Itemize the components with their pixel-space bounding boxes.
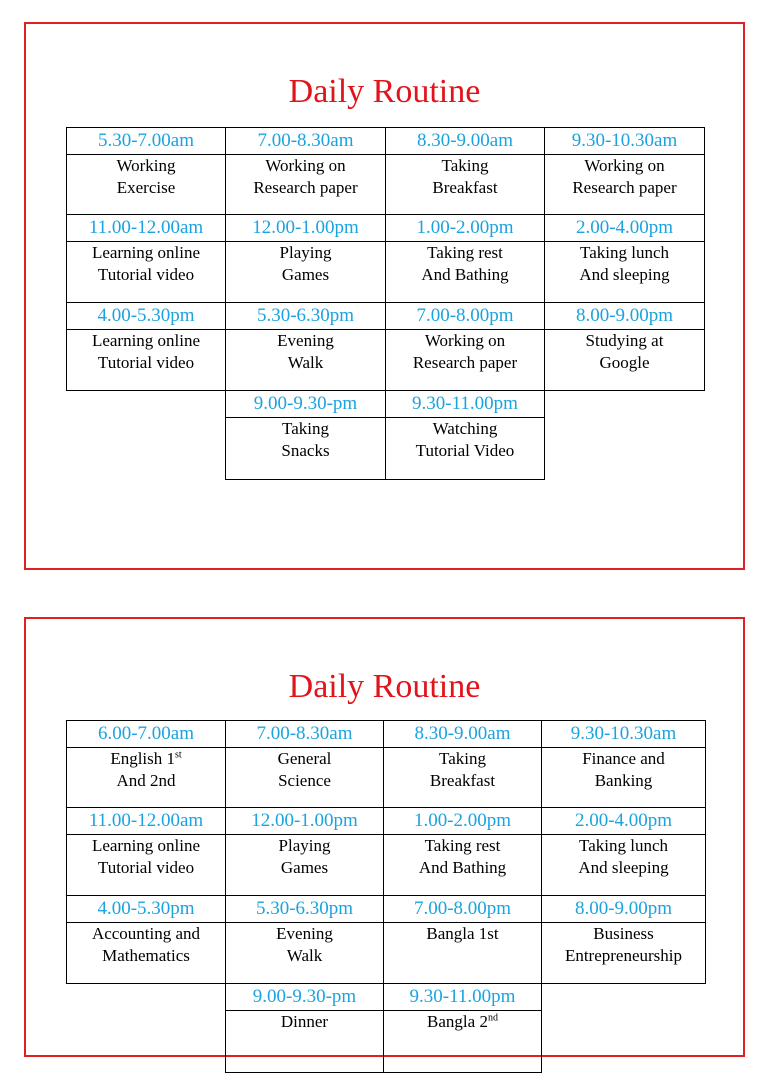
slot-time: 8.00-9.00pm (542, 896, 705, 923)
slot-activity (226, 835, 383, 879)
activity-line-2: And Bathing (418, 858, 507, 877)
routine-slot (225, 983, 384, 1073)
activity-line-1: Working on (584, 156, 665, 175)
activity-line-2: Tutorial Video (415, 441, 515, 460)
slot-time: 12.00-1.00pm (226, 808, 383, 835)
routine-slot (225, 302, 386, 391)
routine-slot (383, 807, 542, 896)
slot-activity (226, 748, 383, 792)
slot-time: 7.00-8.00pm (384, 896, 541, 923)
routine-slot (385, 390, 545, 480)
slot-time: 9.30-11.00pm (384, 984, 541, 1011)
slot-time: 2.00-4.00pm (542, 808, 705, 835)
slot-activity (67, 923, 225, 967)
card-title: Daily Routine (288, 668, 481, 705)
slot-time: 9.00-9.30-pm (226, 391, 385, 418)
activity-line-2: And 2nd (116, 771, 176, 790)
activity-line-1: Taking (439, 749, 486, 768)
routine-slot (385, 214, 545, 303)
routine-slot (66, 127, 226, 215)
activity-line-2: Mathematics (102, 946, 190, 965)
slot-activity (67, 242, 225, 286)
slot-activity (545, 330, 704, 374)
routine-slot (544, 127, 705, 215)
slot-activity (67, 748, 225, 792)
activity-line-2: And sleeping (579, 265, 670, 284)
activity-line-1: Studying at (585, 331, 664, 350)
routine-slot (383, 720, 542, 808)
slot-activity (545, 242, 704, 286)
routine-slot (541, 720, 706, 808)
activity-line-1: Working on (424, 331, 506, 350)
routine-slot (541, 895, 706, 984)
activity-line-1: Playing (279, 243, 332, 262)
activity-line-2: Exercise (116, 178, 176, 197)
slot-time: 9.30-11.00pm (386, 391, 544, 418)
activity-line-2: Research paper (572, 178, 677, 197)
card-title: Daily Routine (288, 73, 481, 110)
slot-activity (384, 748, 541, 792)
slot-time: 8.30-9.00am (386, 128, 544, 155)
slot-activity (542, 835, 705, 879)
activity-line-2: Walk (287, 353, 324, 372)
activity-line-2: Walk (286, 946, 323, 965)
slot-time: 1.00-2.00pm (386, 215, 544, 242)
routine-slot (225, 807, 384, 896)
slot-activity (386, 418, 544, 462)
slot-activity (542, 748, 705, 792)
activity-line-1: Learning online (91, 331, 201, 350)
activity-line-1: Learning online (91, 243, 201, 262)
routine-card-1 (24, 22, 745, 570)
slot-time: 8.00-9.00pm (545, 303, 704, 330)
slot-activity (542, 923, 705, 967)
slot-time: 9.30-10.30am (545, 128, 704, 155)
activity-line-1: Evening (277, 331, 334, 350)
activity-line-1: Business (593, 924, 654, 943)
routine-slot (66, 720, 226, 808)
slot-activity (386, 155, 544, 199)
activity-line-2: Science (278, 771, 331, 790)
slot-time: 12.00-1.00pm (226, 215, 385, 242)
activity-line-1: English 1st (110, 749, 182, 768)
activity-line-2: Entrepreneurship (564, 946, 683, 965)
slot-activity (67, 155, 225, 199)
activity-line-1: Working (116, 156, 176, 175)
slot-time: 9.30-10.30am (542, 721, 705, 748)
routine-slot (225, 390, 386, 480)
routine-slot (544, 302, 705, 391)
activity-line-2: Tutorial video (97, 858, 195, 877)
routine-slot (383, 895, 542, 984)
activity-line-1: Working on (265, 156, 346, 175)
activity-line-2: Research paper (253, 178, 358, 197)
activity-line-2: Google (599, 353, 650, 372)
activity-line-1: Dinner (280, 1012, 329, 1031)
activity-line-1: Taking (282, 419, 329, 438)
activity-line-2: Games (281, 265, 330, 284)
slot-activity (226, 1011, 383, 1033)
slot-time: 1.00-2.00pm (384, 808, 541, 835)
activity-line-2: Research paper (412, 353, 518, 372)
activity-line-1: Taking (441, 156, 489, 175)
activity-line-1: Accounting and (91, 924, 201, 943)
routine-slot (544, 214, 705, 303)
slot-time: 4.00-5.30pm (67, 896, 225, 923)
activity-line-2: And sleeping (578, 858, 669, 877)
slot-activity (67, 835, 225, 879)
routine-slot (66, 302, 226, 391)
routine-slot (66, 895, 226, 984)
activity-line-1: Evening (276, 924, 333, 943)
slot-time: 7.00-8.30am (226, 128, 385, 155)
slot-time: 11.00-12.00am (67, 808, 225, 835)
activity-line-1: Playing (278, 836, 331, 855)
slot-activity (226, 923, 383, 967)
activity-line-2: Tutorial video (97, 353, 195, 372)
routine-slot (225, 895, 384, 984)
routine-slot (225, 720, 384, 808)
slot-activity (384, 923, 541, 945)
slot-time: 4.00-5.30pm (67, 303, 225, 330)
slot-activity (226, 242, 385, 286)
activity-line-2: Tutorial video (97, 265, 195, 284)
slot-time: 5.30-7.00am (67, 128, 225, 155)
slot-activity (386, 330, 544, 374)
slot-activity (67, 330, 225, 374)
activity-line-1: Taking lunch (580, 243, 669, 262)
activity-line-2: Banking (594, 771, 653, 790)
routine-slot (66, 214, 226, 303)
routine-slot (541, 807, 706, 896)
slot-time: 6.00-7.00am (67, 721, 225, 748)
slot-time: 7.00-8.30am (226, 721, 383, 748)
slot-time: 7.00-8.00pm (386, 303, 544, 330)
ordinal-suffix: nd (487, 1012, 498, 1024)
activity-line-1: Finance and (582, 749, 665, 768)
activity-line-2: Breakfast (429, 771, 496, 790)
activity-line-2: Games (280, 858, 329, 877)
routine-slot (225, 127, 386, 215)
ordinal-suffix: st (175, 749, 182, 761)
activity-line-1: Taking lunch (579, 836, 668, 855)
slot-time: 5.30-6.30pm (226, 896, 383, 923)
routine-slot (385, 302, 545, 391)
activity-line-1: Taking rest (427, 243, 503, 262)
slot-activity (226, 155, 385, 199)
activity-line-1: General (277, 749, 332, 768)
slot-activity (384, 1011, 541, 1033)
activity-line-2: Snacks (281, 441, 330, 460)
activity-line-1: Watching (432, 419, 498, 438)
routine-slot (383, 983, 542, 1073)
slot-time: 8.30-9.00am (384, 721, 541, 748)
slot-time: 9.00-9.30-pm (226, 984, 383, 1011)
routine-card-2 (24, 617, 745, 1057)
activity-line-1: Taking rest (424, 836, 501, 855)
activity-line-1: Bangla 2nd (427, 1012, 498, 1031)
slot-time: 2.00-4.00pm (545, 215, 704, 242)
slot-time: 11.00-12.00am (67, 215, 225, 242)
slot-time: 5.30-6.30pm (226, 303, 385, 330)
slot-activity (226, 418, 385, 462)
slot-activity (226, 330, 385, 374)
slot-activity (386, 242, 544, 286)
activity-line-1: Bangla 1st (426, 924, 499, 943)
activity-line-2: And Bathing (421, 265, 509, 284)
routine-slot (66, 807, 226, 896)
slot-activity (545, 155, 704, 199)
routine-slot (225, 214, 386, 303)
activity-line-1: Learning online (91, 836, 201, 855)
slot-activity (384, 835, 541, 879)
routine-slot (385, 127, 545, 215)
activity-line-2: Breakfast (432, 178, 498, 197)
